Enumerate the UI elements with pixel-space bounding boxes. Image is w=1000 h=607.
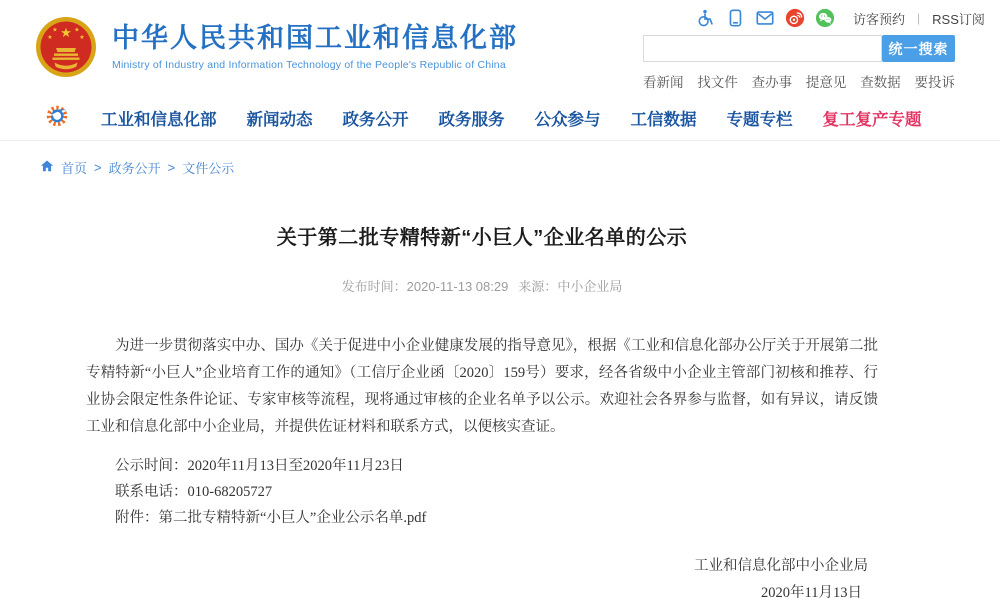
nav-item-special-topics[interactable]: 专题专栏 <box>726 110 793 129</box>
unified-search-button[interactable]: 统一搜索 <box>882 35 955 62</box>
article-signature <box>86 553 878 607</box>
source-label: 来源： <box>518 279 558 294</box>
unified-search <box>643 35 955 62</box>
breadcrumb-gov-openness[interactable]: 政务公开 <box>108 161 161 176</box>
quick-link-files[interactable]: 找文件 <box>697 75 738 90</box>
quick-link-data[interactable]: 查数据 <box>860 75 901 90</box>
unified-search-input[interactable] <box>643 35 882 62</box>
nav-item-gov-services[interactable]: 政务服务 <box>438 110 505 129</box>
attachment-link[interactable]: 附件：第二批专精特新“小巨人”企业公示名单.pdf <box>115 510 427 526</box>
article <box>86 221 878 607</box>
nav-item-miit[interactable]: 工业和信息化部 <box>101 110 217 129</box>
weibo-icon[interactable] <box>785 8 805 28</box>
nav-item-miit-data[interactable]: 工信数据 <box>630 110 697 129</box>
article-meta <box>86 276 878 295</box>
signature-organization: 工业和信息化部中小企业局 <box>694 558 868 574</box>
quick-links-row <box>643 71 955 91</box>
main-nav <box>0 95 1000 141</box>
header-utilities <box>643 6 985 91</box>
breadcrumb <box>40 158 1000 177</box>
quick-link-news[interactable]: 看新闻 <box>643 75 684 90</box>
quick-link-suggestions[interactable]: 提意见 <box>805 75 847 90</box>
signature-date: 2020年11月13日 <box>761 585 862 601</box>
accessibility-icon[interactable] <box>695 8 715 28</box>
wechat-icon[interactable] <box>815 8 835 28</box>
article-info-lines <box>86 453 878 531</box>
svg-text:★: ★ <box>79 35 85 41</box>
nav-item-news[interactable]: 新闻动态 <box>246 110 313 129</box>
miit-logo-icon <box>45 102 71 133</box>
quick-link-complaints[interactable]: 要投诉 <box>914 75 955 90</box>
breadcrumb-separator: > <box>94 160 102 175</box>
publish-time-label: 发布时间： <box>341 279 407 294</box>
mobile-icon[interactable] <box>725 8 745 28</box>
svg-text:★: ★ <box>60 25 72 40</box>
header-links-divider: | <box>917 11 921 25</box>
rss-subscribe-link[interactable]: RSS订阅 <box>932 11 985 27</box>
mail-icon[interactable] <box>755 8 775 28</box>
nav-item-public-participation[interactable]: 公众参与 <box>534 110 601 129</box>
visitor-appointment-link[interactable]: 访客预约 <box>853 11 906 27</box>
nav-item-work-resumption[interactable]: 复工复产专题 <box>822 110 922 129</box>
national-emblem-icon <box>34 15 98 79</box>
notice-period-line: 公示时间：2020年11月13日至2020年11月23日 <box>115 458 404 474</box>
svg-text:★: ★ <box>74 27 80 34</box>
publish-time-value: 2020-11-13 08:29 <box>406 279 509 294</box>
site-subtitle: Ministry of Industry and Information Technology of the People's Republic of China <box>112 58 506 71</box>
breadcrumb-home[interactable]: 首页 <box>61 161 88 176</box>
source-value: 中小企业局 <box>557 279 623 294</box>
nav-item-gov-openness[interactable]: 政务公开 <box>342 110 409 129</box>
svg-text:★: ★ <box>47 35 53 41</box>
site-header <box>0 0 1000 95</box>
site-brand <box>34 15 518 79</box>
quick-link-services[interactable]: 查办事 <box>751 75 793 90</box>
site-title: 中华人民共和国工业和信息化部 <box>112 23 518 54</box>
breadcrumb-file-notice[interactable]: 文件公示 <box>182 161 235 176</box>
home-icon <box>40 159 54 176</box>
breadcrumb-separator: > <box>167 160 176 175</box>
contact-phone-line: 联系电话：010-68205727 <box>115 484 273 500</box>
svg-text:★: ★ <box>52 27 58 34</box>
article-paragraph: 为进一步贯彻落实中办、国办《关于促进中小企业健康发展的指导意见》，根据《工业和信息化部办公厅关于开展第二批专精特新“小巨人”企业培育工作的通知》（工信厅企业函〔2020〕159号）要求，经各省级中小企业主管部门初核和推荐、行业协会限定性条件论证、专家审核等流程，现将通过审核的企业名单予以公示。欢迎社会各界参与监督，如有异议，请反馈工业和信息化部中小企业局，并提供佐证材料和联系方式，以便核实查证。 <box>86 338 878 435</box>
header-icons-row <box>643 6 985 30</box>
page-title: 关于第二批专精特新“小巨人”企业名单的公示 <box>276 227 688 249</box>
article-body <box>86 333 878 607</box>
